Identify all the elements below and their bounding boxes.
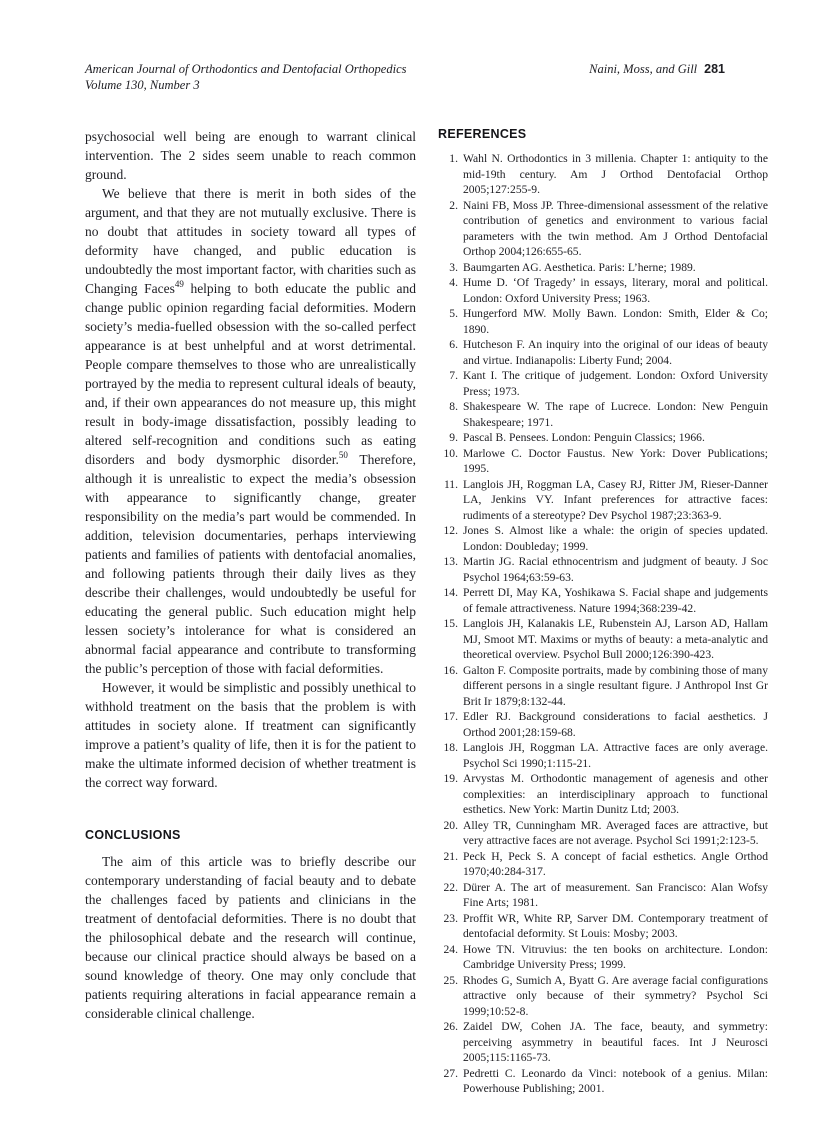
reference-number: 15. [443, 617, 458, 630]
reference-text: Jones S. Almost like a whale: the origin of species updated. London: Doubleday; 1999. [463, 524, 768, 553]
reference-item [438, 523, 768, 554]
reference-text: Hungerford MW. Molly Bawn. London: Smith, Elder & Co; 1890. [463, 307, 768, 336]
reference-number: 18. [443, 741, 458, 754]
reference-item [438, 198, 768, 260]
reference-item [438, 477, 768, 524]
running-authors: Naini, Moss, and Gill [589, 62, 698, 76]
body-paragraph: psychosocial well being are enough to warrant clinical intervention. The 2 sides seem unable to reach common ground. [85, 129, 416, 182]
two-column-body [85, 127, 768, 1097]
reference-number: 7. [449, 369, 458, 382]
conclusions-paragraph: The aim of this article was to briefly describe our contemporary understanding of facial beauty and to debate the challenges faced by patients and clinicians in the treatment of dentofacial deformities. There is no doubt that the philosophical debate and the research will continue, because our clinical practice should always be based on a sound knowledge of theory. One may only conclude that patients requiring alterations in facial appearance remain a considerable clinical challenge. [85, 854, 416, 1021]
reference-item [438, 942, 768, 973]
paragraph-text: We believe that there is merit in both sides of the argument, and that they are not mutually exclusive. There is no doubt that attitudes in society toward all types of deformity have changed, and public education is undoubtedly the most important factor, with charities such as Changing Faces [85, 186, 416, 296]
reference-item [438, 368, 768, 399]
running-header-right [589, 61, 725, 77]
citation-superscript-50: 50 [338, 450, 348, 460]
reference-text: Pascal B. Pensees. London: Penguin Classics; 1966. [463, 431, 705, 444]
reference-item [438, 616, 768, 663]
reference-text: Langlois JH, Roggman LA. Attractive faces are only average. Psychol Sci 1990;1:115-21. [463, 741, 768, 770]
reference-item [438, 430, 768, 446]
reference-text: Wahl N. Orthodontics in 3 millenia. Chapter 1: antiquity to the mid-19th century. Am J Orthod Dentofacial Orthop 2005;127:255-9. [463, 152, 768, 196]
reference-number: 11. [443, 477, 458, 491]
running-header-left [85, 61, 407, 93]
reference-number: 8. [449, 400, 458, 413]
reference-item [438, 337, 768, 368]
reference-number: 24. [443, 942, 458, 956]
reference-item [438, 911, 768, 942]
references-heading: REFERENCES [438, 127, 527, 141]
reference-item [438, 880, 768, 911]
reference-item [438, 554, 768, 585]
reference-number: 23. [443, 911, 458, 925]
reference-number: 26. [443, 1020, 458, 1033]
reference-text: Naini FB, Moss JP. Three-dimensional assessment of the relative contribution of genetics and environment to various facial parameters with the twin method. Am J Orthod Dentofacial Orthop 2004;126:655-65. [463, 198, 768, 258]
reference-text: Howe TN. Vitruvius: the ten books on architecture. London: Cambridge University Press; 1999. [463, 942, 768, 971]
reference-text: Zaidel DW, Cohen JA. The face, beauty, and symmetry: perceiving asymmetry in beautiful faces. Int J Neurosci 2005;115:1165-73. [463, 1020, 768, 1064]
reference-number: 22. [443, 880, 458, 894]
references-column [438, 127, 768, 1097]
reference-number: 21. [443, 849, 458, 863]
reference-text: Hume D. ‘Of Tragedy’ in essays, literary, moral and political. London: Oxford University Press; 1963. [463, 276, 768, 305]
reference-item [438, 151, 768, 198]
reference-text: Peck H, Peck S. A concept of facial esthetics. Angle Orthod 1970;40:284-317. [463, 849, 768, 878]
reference-item [438, 663, 768, 710]
reference-text: Martin JG. Racial ethnocentrism and judgment of beauty. J Soc Psychol 1964;63:59-63. [463, 555, 768, 584]
reference-text: Shakespeare W. The rape of Lucrece. London: New Penguin Shakespeare; 1971. [463, 400, 768, 429]
page-number: 281 [704, 62, 725, 76]
reference-number: 10. [443, 446, 458, 460]
reference-text: Marlowe C. Doctor Faustus. New York: Dover Publications; 1995. [463, 446, 768, 475]
reference-text: Arvystas M. Orthodontic management of agenesis and other complexities: an interdisciplinary approach to functional esthetics. New York: Martin Dunitz Ltd; 2003. [463, 772, 768, 816]
reference-text: Langlois JH, Roggman LA, Casey RJ, Ritter JM, Rieser-Danner LA, Jenkins VY. Infant preferences for attractive faces: rudiments of a stereotype? Dev Psychol 1987;23:363-9. [463, 477, 768, 522]
volume-line: Volume 130, Number 3 [85, 78, 200, 92]
reference-item [438, 973, 768, 1020]
paragraph-text: helping to both educate the public and change public opinion regarding facial deformities. Modern society’s media-fuelled obsession with the so-called perfect appearance is at best unhelpful and at worst detrimental. People compare themselves to those who are unrealistically portrayed by the media to represent cultural ideals of beauty, and, if their own appearances do not measure up, this might result in body-image dissatisfaction, possibly leading to altered self-recognition and conditions such as eating disorders and body dysmorphic disorder. [85, 281, 416, 467]
reference-item [438, 275, 768, 306]
reference-item [438, 585, 768, 616]
reference-number: 19. [443, 772, 458, 785]
body-paragraph: However, it would be simplistic and possibly unethical to withhold treatment on the basis that the problem is with attitudes in society alone. If treatment can significantly improve a patient’s quality of life, then it is for the patient to make the ultimate informed decision of whether treatment is the correct way forward. [85, 680, 416, 790]
reference-number: 25. [443, 973, 458, 987]
reference-item [438, 818, 768, 849]
citation-superscript-49: 49 [174, 279, 184, 289]
article-text-column [85, 127, 416, 1097]
body-paragraph [85, 184, 416, 678]
reference-text: Galton F. Composite portraits, made by combining those of many different persons in a single resultant figure. J Anthropol Inst Gr Brit Ir 1879;8:132-44. [463, 663, 768, 708]
paragraph-text: Therefore, although it is unrealistic to expect the media’s obsession with appearance to significantly change, greater responsibility on the media’s part would be commended. In addition, television documentaries, perhaps interviewing patients and families of patients with dentofacial anomalies, and following patients through their daily lives as they describe their challenges, would undoubtedly be useful for educating the general public. Such education might help lessen society’s intolerance for what is considered an abnormal facial appearance and contribute to transforming the public’s perception of those with facial deformities. [85, 452, 416, 676]
reference-number: 20. [443, 818, 458, 832]
reference-number: 1. [449, 152, 458, 165]
reference-text: Perrett DI, May KA, Yoshikawa S. Facial shape and judgements of female attractiveness. Nature 1994;368:239-42. [463, 586, 768, 615]
reference-number: 6. [449, 338, 458, 351]
reference-text: Langlois JH, Kalanakis LE, Rubenstein AJ, Larson AD, Hallam MJ, Smoot MT. Maxims or myths of beauty: a meta-analytic and theoretical overview. Psychol Bull 2000;126:390-423. [463, 617, 768, 661]
reference-item [438, 1066, 768, 1097]
reference-item [438, 399, 768, 430]
reference-text: Rhodes G, Sumich A, Byatt G. Are average facial configurations attractive only because of their symmetry? Psychol Sci 1999;10:52-8. [463, 973, 768, 1018]
reference-text: Hutcheson F. An inquiry into the original of our ideas of beauty and virtue. Indianapolis: Liberty Fund; 2004. [463, 338, 768, 367]
journal-title: American Journal of Orthodontics and Dentofacial Orthopedics [85, 62, 407, 76]
running-header [85, 61, 725, 93]
reference-text: Alley TR, Cunningham MR. Averaged faces are attractive, but very attractive faces are not average. Psychol Sci 1991;2:123-5. [463, 818, 768, 847]
reference-text: Proffit WR, White RP, Sarver DM. Contemporary treatment of dentofacial deformity. St Louis: Mosby; 2003. [463, 911, 768, 940]
reference-item [438, 1019, 768, 1066]
reference-number: 14. [443, 586, 458, 599]
reference-text: Pedretti C. Leonardo da Vinci: notebook of a genius. Milan: Powerhouse Publishing; 2001. [463, 1066, 768, 1095]
reference-number: 4. [449, 276, 458, 289]
reference-number: 2. [449, 198, 458, 212]
reference-item [438, 260, 768, 276]
reference-text: Kant I. The critique of judgement. London: Oxford University Press; 1973. [463, 369, 768, 398]
reference-item [438, 849, 768, 880]
reference-item [438, 709, 768, 740]
reference-number: 9. [449, 431, 458, 444]
reference-number: 5. [449, 307, 458, 320]
reference-number: 13. [443, 555, 458, 568]
reference-number: 17. [443, 710, 458, 723]
reference-number: 12. [443, 524, 458, 537]
reference-text: Edler RJ. Background considerations to facial aesthetics. J Orthod 2001;28:159-68. [463, 710, 768, 739]
reference-number: 16. [443, 663, 458, 677]
reference-item [438, 306, 768, 337]
conclusions-heading: CONCLUSIONS [85, 828, 181, 842]
reference-item [438, 740, 768, 771]
reference-text: Dürer A. The art of measurement. San Francisco: Alan Wofsy Fine Arts; 1981. [463, 880, 768, 909]
reference-item [438, 446, 768, 477]
reference-list [438, 151, 768, 1097]
reference-text: Baumgarten AG. Aesthetica. Paris: L’herne; 1989. [463, 260, 696, 274]
reference-number: 27. [443, 1066, 458, 1080]
reference-item [438, 771, 768, 818]
reference-number: 3. [449, 260, 458, 274]
